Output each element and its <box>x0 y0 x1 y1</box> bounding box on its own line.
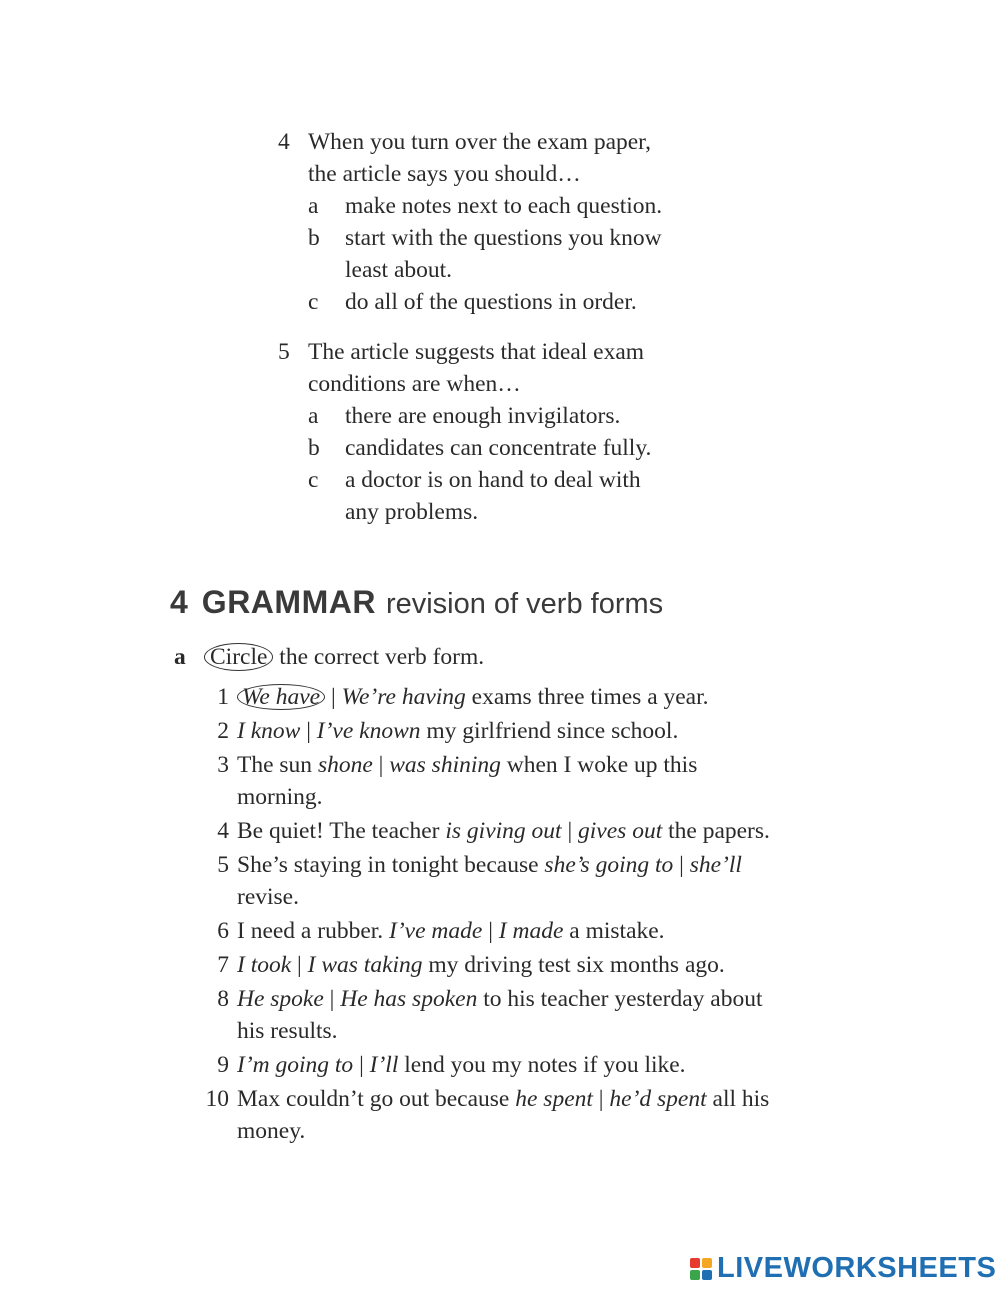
exercise-item-1: 1 We have | We’re having exams three times a year. <box>192 681 832 713</box>
choice-2[interactable]: she’ll <box>689 852 742 878</box>
item-number: 6 <box>217 918 229 944</box>
choice-1[interactable]: He spoke <box>237 986 324 1012</box>
item-number: 9 <box>217 1052 229 1078</box>
option-letter: a <box>308 403 319 429</box>
option-letter: b <box>308 225 320 251</box>
exercise-item-10: 10 Max couldn’t go out because he spent | he’d spent all his money. <box>192 1083 832 1147</box>
logo-mark-cell-1 <box>690 1258 700 1268</box>
exercise-item-6: 6 I need a rubber. I’ve made | I made a mistake. <box>192 915 832 947</box>
section-subtitle: revision of verb forms <box>385 588 664 620</box>
option-text: there are enough invigilators. <box>345 403 621 429</box>
option-text: a doctor is on hand to deal with <box>345 467 641 493</box>
instruction-text: the correct verb form. <box>279 644 485 670</box>
section-title: GRAMMAR <box>201 584 376 620</box>
exercise-instruction <box>174 641 484 673</box>
option-text: start with the questions you know <box>345 225 662 251</box>
option-letter: c <box>308 467 319 493</box>
section-number: 4 <box>170 584 188 620</box>
choice-1[interactable]: I’m going to <box>237 1052 354 1078</box>
logo-mark-cell-2 <box>702 1258 712 1268</box>
choice-1[interactable]: he spent <box>515 1086 593 1112</box>
option-letter: a <box>308 193 319 219</box>
choice-2[interactable]: I made <box>498 918 564 944</box>
choice-1-selected[interactable]: We have <box>237 684 325 710</box>
item-number: 4 <box>217 818 229 844</box>
choice-1[interactable]: I know <box>237 718 301 744</box>
exercise-letter: a <box>174 644 186 670</box>
choice-2[interactable]: I was taking <box>307 952 423 978</box>
option-text: do all of the questions in order. <box>345 289 637 315</box>
option-b[interactable] <box>308 222 838 286</box>
option-text-line2: least about. <box>345 257 453 283</box>
choice-1[interactable]: she’s going to <box>544 852 674 878</box>
logo-mark-cell-4 <box>702 1270 712 1280</box>
logo-text: LIVEWORKSHEETS <box>717 1252 997 1284</box>
item-number: 8 <box>217 986 229 1012</box>
choice-2[interactable]: He has spoken <box>340 986 478 1012</box>
liveworksheets-logo <box>690 1252 996 1285</box>
option-text: candidates can concentrate fully. <box>345 435 652 461</box>
reading-question-4 <box>278 126 838 318</box>
choice-1[interactable]: I took <box>237 952 292 978</box>
option-c[interactable] <box>308 464 838 528</box>
item-number: 5 <box>217 852 229 878</box>
exercise-item-5: 5 She’s staying in tonight because she’s going to | she’ll revise. <box>192 849 832 913</box>
item-number: 2 <box>217 718 229 744</box>
choice-1[interactable]: I’ve made <box>389 918 483 944</box>
option-text: make notes next to each question. <box>345 193 663 219</box>
exercise-item-7: 7 I took | I was taking my driving test six months ago. <box>192 949 832 981</box>
choice-1[interactable]: is giving out <box>445 818 562 844</box>
exercise-item-2: 2 I know | I’ve known my girlfriend since school. <box>192 715 832 747</box>
choice-1[interactable]: shone <box>317 752 373 778</box>
option-letter: b <box>308 435 320 461</box>
question-stem: The article suggests that ideal exam conditions are when… <box>308 339 645 397</box>
item-number: 7 <box>217 952 229 978</box>
circled-word: Circle <box>204 643 273 671</box>
item-number: 3 <box>217 752 229 778</box>
item-number: 1 <box>217 684 229 710</box>
choice-2[interactable]: gives out <box>578 818 663 844</box>
choice-2[interactable]: I’ve known <box>316 718 421 744</box>
exercise-item-9: 9 I’m going to | I’ll lend you my notes if you like. <box>192 1049 832 1081</box>
item-number: 10 <box>205 1086 229 1112</box>
question-stem: When you turn over the exam paper, the article says you should… <box>308 129 651 187</box>
exercise-item-4: 4 Be quiet! The teacher is giving out | gives out the papers. <box>192 815 832 847</box>
choice-2[interactable]: was shining <box>389 752 501 778</box>
option-b[interactable] <box>308 432 838 464</box>
logo-mark-icon <box>690 1258 712 1280</box>
section-heading <box>170 584 663 621</box>
logo-mark-cell-3 <box>690 1270 700 1280</box>
option-letter: c <box>308 289 319 315</box>
question-number: 5 <box>278 339 290 365</box>
reading-question-5 <box>278 336 838 528</box>
exercise-items <box>192 681 832 1149</box>
exercise-item-3: 3 The sun shone | was shining when I woke up this morning. <box>192 749 832 813</box>
exercise-item-8: 8 He spoke | He has spoken to his teacher yesterday about his results. <box>192 983 832 1047</box>
choice-2[interactable]: I’ll <box>369 1052 399 1078</box>
choice-2[interactable]: We’re having <box>341 684 466 710</box>
option-a[interactable] <box>308 400 838 432</box>
question-number: 4 <box>278 129 290 155</box>
option-c[interactable] <box>308 286 838 318</box>
option-text-line2: any problems. <box>345 499 479 525</box>
choice-2[interactable]: he’d spent <box>609 1086 707 1112</box>
option-a[interactable] <box>308 190 838 222</box>
